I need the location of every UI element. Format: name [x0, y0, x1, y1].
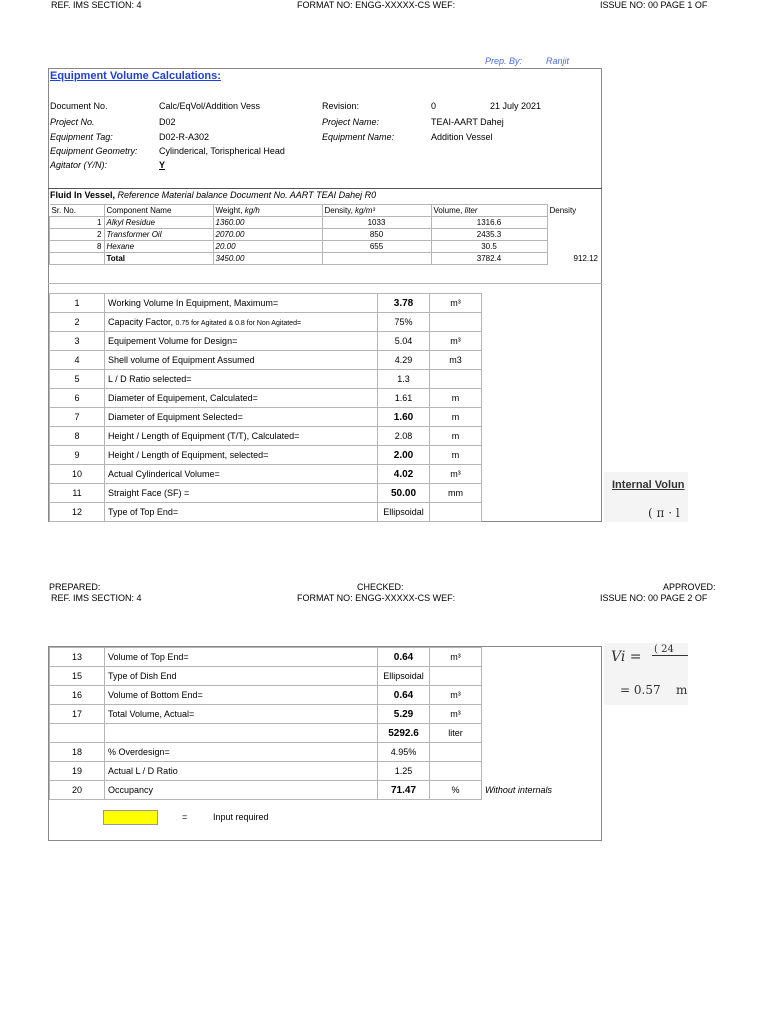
- header-component: Component Name: [104, 205, 213, 217]
- calc-row-number: 7: [50, 408, 105, 427]
- calc-row-description-text: Height / Length of Equipment (T/T), Calculated=: [108, 431, 300, 441]
- calc-row-value: 5.04: [378, 332, 430, 351]
- calc-row-unit: [430, 313, 482, 332]
- calc-row-unit: m³: [430, 648, 482, 667]
- header-volume-unit: liter: [464, 206, 478, 215]
- calc-row-value: 2.00: [378, 446, 430, 465]
- calc-row: [50, 781, 579, 800]
- calc-row-value: 1.25: [378, 762, 430, 781]
- total-density-empty: [322, 253, 431, 265]
- formula-result: = 0.57: [620, 683, 661, 697]
- doc-no-value: Calc/EqVol/Addition Vess: [159, 101, 261, 111]
- prep-by-label: Prep. By:: [485, 56, 523, 66]
- fluid-title: [50, 190, 376, 200]
- calc-row: [50, 313, 482, 332]
- calc-row-number: 18: [50, 743, 105, 762]
- prepared-label: PREPARED:: [49, 582, 101, 592]
- calc-row: [50, 370, 482, 389]
- row-weight[interactable]: 2070.00: [213, 229, 322, 241]
- calc-row-description-text: Straight Face (SF) =: [108, 488, 190, 498]
- total-row: [50, 253, 601, 265]
- header-weight-text: Weight,: [215, 206, 243, 215]
- legend-text: Input required: [213, 812, 269, 822]
- calc-row-description: [105, 389, 378, 408]
- row-empty: [547, 217, 600, 229]
- table-row: [50, 229, 601, 241]
- project-name-label: Project Name:: [322, 117, 380, 127]
- page-title: Equipment Volume Calculations:: [50, 70, 221, 82]
- calc-row-value: 0.64: [378, 648, 430, 667]
- total-density: 912.12: [573, 254, 598, 263]
- calc-row-unit: [430, 503, 482, 522]
- calc-row: [50, 465, 482, 484]
- calc-row: [50, 427, 482, 446]
- calc-row-description: [105, 781, 378, 800]
- calc-row-number: 16: [50, 686, 105, 705]
- calc-row-number: 9: [50, 446, 105, 465]
- formula-fragment: ( π · l: [648, 506, 680, 520]
- calc-row: [50, 351, 482, 370]
- row-divider: [48, 283, 602, 284]
- calc-row: [50, 389, 482, 408]
- calc-table-1: [49, 293, 482, 522]
- calc-row-description-text: L / D Ratio selected=: [108, 374, 192, 384]
- formula-image-1: [604, 472, 688, 522]
- calc-row-description: [105, 446, 378, 465]
- row-component[interactable]: Alkyl Residue: [104, 217, 213, 229]
- row-volume: 30.5: [431, 241, 547, 253]
- calc-row-number: 20: [50, 781, 105, 800]
- calc-row: [50, 503, 482, 522]
- calc-row-number: 13: [50, 648, 105, 667]
- calc-row-unit: [430, 762, 482, 781]
- calc-row-value: 4.95%: [378, 743, 430, 762]
- prep-by-name: Ranjit: [546, 56, 570, 66]
- calc-row-description-text: Type of Top End=: [108, 507, 179, 517]
- calc-row-unit: m³: [430, 705, 482, 724]
- calc-row: [50, 724, 579, 743]
- calc-row-number: 11: [50, 484, 105, 503]
- project-no-value: D02: [159, 117, 176, 127]
- calc-row-description: [105, 465, 378, 484]
- row-sr: 2: [50, 229, 105, 241]
- calc-row-description-text: Type of Dish End: [108, 671, 177, 681]
- calc-row-description-text: Diameter of Equipement, Calculated=: [108, 393, 258, 403]
- calc-row: [50, 743, 579, 762]
- calc-row-description-text: Actual Cylinderical Volume=: [108, 469, 220, 479]
- formula-unit: m: [676, 683, 688, 697]
- calc-row-number: [50, 724, 105, 743]
- calc-row-description-text: Height / Length of Equipment, selected=: [108, 450, 269, 460]
- calc-row-unit: m³: [430, 465, 482, 484]
- calc-row-description-text: % Overdesign=: [108, 747, 170, 757]
- calc-row-description: [105, 503, 378, 522]
- project-no-label: Project No.: [50, 117, 95, 127]
- calc-row-value: 50.00: [378, 484, 430, 503]
- calc-row-unit: [430, 743, 482, 762]
- calc-row-value: 1.60: [378, 408, 430, 427]
- calc-row-description: [105, 351, 378, 370]
- page1-format: FORMAT NO: ENGG-XXXXX-CS WEF:: [297, 0, 456, 10]
- page2-ref: REF. IMS SECTION: 4: [51, 593, 142, 603]
- calc-row-value: 75%: [378, 313, 430, 332]
- calc-row-description: [105, 427, 378, 446]
- agitator-label: Agitator (Y/N):: [50, 160, 108, 170]
- calc-row-description: [105, 294, 378, 313]
- calc-row-description-text: Shell volume of Equipment Assumed: [108, 355, 255, 365]
- calc-row-description: [105, 667, 378, 686]
- calc-row-note: Without internals: [485, 785, 552, 795]
- row-volume: 2435.3: [431, 229, 547, 241]
- calc-row-unit: mm: [430, 484, 482, 503]
- calc-row-description-text: Diameter of Equipment Selected=: [108, 412, 243, 422]
- formula-vi: Vi =: [611, 649, 642, 665]
- calc-row-number: 15: [50, 667, 105, 686]
- calc-row-number: 19: [50, 762, 105, 781]
- row-empty: [547, 241, 600, 253]
- calc-row: [50, 648, 579, 667]
- calc-row-value: 1.3: [378, 370, 430, 389]
- calc-row-number: 5: [50, 370, 105, 389]
- formula-image-2: [604, 643, 688, 705]
- formula-fraction-bar: [652, 655, 688, 656]
- calc-row-number: 2: [50, 313, 105, 332]
- calc-row-number: 10: [50, 465, 105, 484]
- equipment-name-label: Equipment Name:: [322, 132, 395, 142]
- approved-label: APPROVED:: [663, 582, 716, 592]
- calc-row-value: Ellipsoidal: [378, 503, 430, 522]
- calc-row-number: 4: [50, 351, 105, 370]
- table-row: [50, 241, 601, 253]
- calc-row-number: 3: [50, 332, 105, 351]
- row-density[interactable]: 1033: [322, 217, 431, 229]
- page1-issue: ISSUE NO: 00 PAGE 1 OF: [600, 0, 708, 10]
- calc-row: [50, 332, 482, 351]
- calc-row-number: 12: [50, 503, 105, 522]
- calc-row-description-note: 0.75 for Agitated & 0.8 for Non Agitated=: [175, 320, 302, 327]
- calc-row-number: 17: [50, 705, 105, 724]
- calc-row-description-text: Capacity Factor,: [108, 317, 174, 327]
- calc-row-unit: m3: [430, 351, 482, 370]
- calc-row-unit: m: [430, 408, 482, 427]
- input-required-swatch: [103, 810, 158, 825]
- calc-row-unit: [430, 370, 482, 389]
- table-row: [50, 217, 601, 229]
- calc-row-description-text: Equipement Volume for Design=: [108, 336, 238, 346]
- doc-no-label: Document No.: [50, 101, 108, 111]
- row-weight[interactable]: 20.00: [213, 241, 322, 253]
- calc-row-description-text: Volume of Top End=: [108, 652, 189, 662]
- header-density: [322, 205, 431, 217]
- calc-row-description-text: Working Volume In Equipment, Maximum=: [108, 298, 279, 308]
- page2-issue: ISSUE NO: 00 PAGE 2 OF: [600, 593, 708, 603]
- row-sr: 8: [50, 241, 105, 253]
- total-sr-empty: [50, 253, 105, 265]
- calc-row: [50, 762, 579, 781]
- equipment-tag-label: Equipment Tag:: [50, 132, 113, 142]
- calc-row: [50, 667, 579, 686]
- section-divider: [48, 188, 602, 189]
- calc-row-value: 5.29: [378, 705, 430, 724]
- calc-row-unit: m: [430, 389, 482, 408]
- calc-row-value: Ellipsoidal: [378, 667, 430, 686]
- header-density-text: Density,: [324, 206, 353, 215]
- calc-row-unit: m: [430, 427, 482, 446]
- geometry-value: Cylinderical, Torispherical Head: [159, 146, 285, 156]
- calc-row-number: 1: [50, 294, 105, 313]
- total-volume: 3782.4: [431, 253, 547, 265]
- calc-row-unit: liter: [430, 724, 482, 743]
- calc-row-value: 4.02: [378, 465, 430, 484]
- calc-row-description: [105, 313, 378, 332]
- formula-frac: ( 24: [654, 644, 674, 655]
- calc-row-unit: [430, 667, 482, 686]
- calc-row-description: [105, 762, 378, 781]
- row-component[interactable]: Hexane: [104, 241, 213, 253]
- geometry-label: Equipment Geometry:: [50, 146, 138, 156]
- calc-row: [50, 446, 482, 465]
- revision-value: 0: [431, 101, 437, 111]
- calc-table-2: [49, 647, 579, 800]
- header-weight-unit: kg/h: [244, 206, 260, 215]
- page1-ref: REF. IMS SECTION: 4: [51, 0, 142, 10]
- equipment-name-value: Addition Vessel: [431, 132, 493, 142]
- calc-row-value: 1.61: [378, 389, 430, 408]
- calc-row: [50, 294, 482, 313]
- calc-row: [50, 705, 579, 724]
- revision-label: Revision:: [322, 101, 360, 111]
- calc-row-description-text: Total Volume, Actual=: [108, 709, 195, 719]
- calc-row-description: [105, 484, 378, 503]
- calc-row-unit: m³: [430, 686, 482, 705]
- header-extra-density: Density: [549, 206, 577, 215]
- legend-equals: =: [182, 812, 188, 822]
- calc-row-description: [105, 648, 378, 667]
- row-sr: 1: [50, 217, 105, 229]
- calc-row-description-text: Volume of Bottom End=: [108, 690, 203, 700]
- calc-row-description: [105, 408, 378, 427]
- calc-row-unit: m³: [430, 332, 482, 351]
- calc-row: [50, 686, 579, 705]
- calc-row-number: 6: [50, 389, 105, 408]
- formula-title: Internal Volun: [612, 479, 685, 491]
- calc-row-description: [105, 743, 378, 762]
- checked-label: CHECKED:: [357, 582, 404, 592]
- row-density[interactable]: 655: [322, 241, 431, 253]
- header-weight: [213, 205, 322, 217]
- calc-row-unit: m³: [430, 294, 482, 313]
- calc-row-description: [105, 370, 378, 389]
- fluid-title-bold: Fluid In Vessel,: [50, 190, 116, 200]
- row-density[interactable]: 850: [322, 229, 431, 241]
- header-volume-text: Volume,: [433, 206, 463, 215]
- calc-row-description: [105, 705, 378, 724]
- row-empty: [547, 229, 600, 241]
- calc-row-number: 8: [50, 427, 105, 446]
- calc-row-value: 5292.6: [378, 724, 430, 743]
- calc-row-unit: %: [430, 781, 482, 800]
- header-volume: [431, 205, 547, 217]
- calc-row: [50, 484, 482, 503]
- calc-row-value: 2.08: [378, 427, 430, 446]
- calc-row-description: [105, 724, 378, 743]
- fluid-table: [49, 204, 601, 265]
- calc-row-description-text: Occupancy: [108, 785, 154, 795]
- calc-row-value: 3.78: [378, 294, 430, 313]
- total-label: Total: [104, 253, 213, 265]
- equipment-tag-value: D02-R-A302: [159, 132, 210, 142]
- row-weight[interactable]: 1360.00: [213, 217, 322, 229]
- calc-row-value: 4.29: [378, 351, 430, 370]
- row-volume: 1316.6: [431, 217, 547, 229]
- calc-row: [50, 408, 482, 427]
- fluid-title-reference: Reference Material balance Document No. AART TEAI Dahej R0: [117, 190, 377, 200]
- calc-row-description: [105, 686, 378, 705]
- page2-format: FORMAT NO: ENGG-XXXXX-CS WEF:: [297, 593, 456, 603]
- header-density-unit: kg/m³: [355, 206, 376, 215]
- calc-row-value: 71.47: [378, 781, 430, 800]
- calc-row-description-text: Actual L / D Ratio: [108, 766, 178, 776]
- project-name-value: TEAI-AART Dahej: [431, 117, 504, 127]
- revision-date: 21 July 2021: [490, 101, 542, 111]
- total-weight: 3450.00: [213, 253, 322, 265]
- calc-row-value: 0.64: [378, 686, 430, 705]
- agitator-value[interactable]: Y: [159, 160, 166, 170]
- calc-row-description: [105, 332, 378, 351]
- fluid-header-row: [50, 205, 601, 217]
- row-component[interactable]: Transformer Oil: [104, 229, 213, 241]
- header-sr: Sr. No.: [50, 205, 105, 217]
- calc-row-unit: m: [430, 446, 482, 465]
